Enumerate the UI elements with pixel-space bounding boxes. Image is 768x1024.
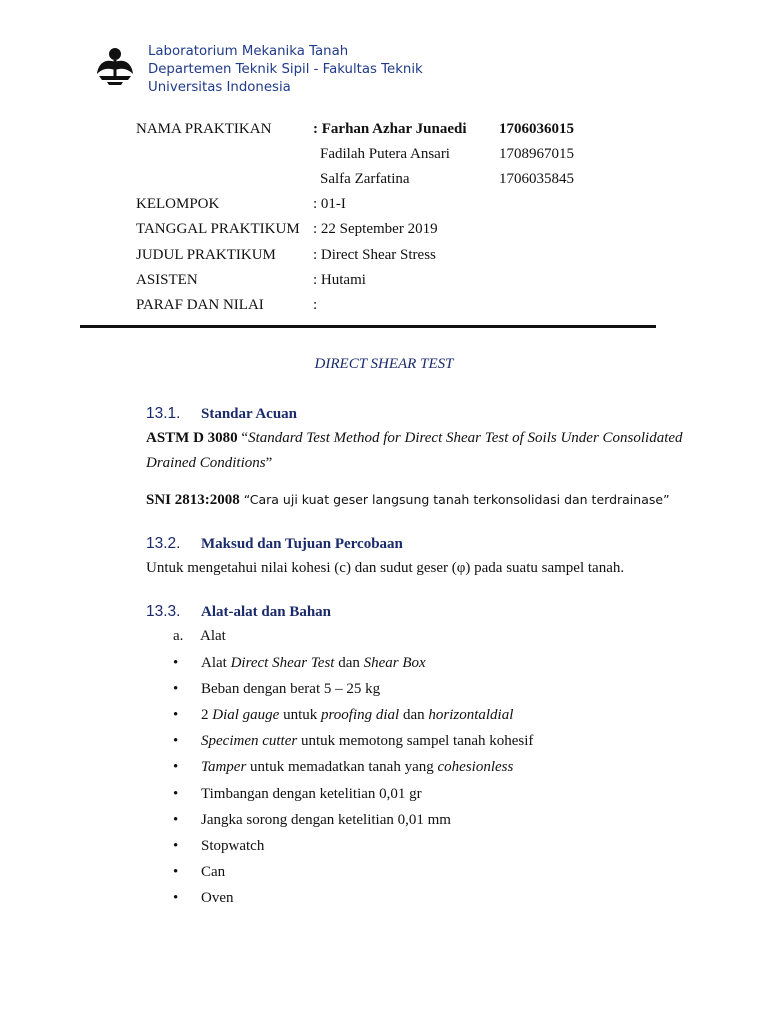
institution-header	[148, 43, 423, 97]
bullet-icon: •	[173, 707, 179, 723]
id-2: 1708967015	[499, 146, 574, 162]
name-3: Salfa Zarfatina	[320, 171, 410, 187]
section-13-3-heading	[146, 603, 331, 621]
section-title: Standar Acuan	[201, 406, 298, 422]
judul-label: JUDUL PRAKTIKUM	[136, 247, 276, 263]
subhead-alat	[173, 628, 226, 645]
bullet-icon: •	[173, 890, 179, 906]
asisten-label: ASISTEN	[136, 272, 198, 288]
list-item: • Tamper untuk memadatkan tanah yang cohesionless	[173, 759, 514, 775]
university-logo-icon	[95, 44, 135, 86]
bullet-icon: •	[173, 838, 179, 854]
paraf-value: :	[313, 297, 318, 313]
department-name: Departemen Teknik Sipil - Fakultas Teknik	[148, 62, 423, 77]
section-number: 13.2.	[146, 535, 181, 552]
tanggal-label: TANGGAL PRAKTIKUM	[136, 221, 300, 237]
sni-standard	[146, 487, 716, 513]
list-item: • Oven	[173, 890, 234, 906]
nama-label: NAMA PRAKTIKAN	[136, 121, 272, 137]
divider-line	[80, 325, 656, 328]
list-item: • Stopwatch	[173, 838, 265, 854]
list-item: • Beban dengan berat 5 – 25 kg	[173, 681, 381, 697]
kelompok-label: KELOMPOK	[136, 196, 220, 212]
sni-title: “Cara uji kuat geser langsung tanah terkonsolidasi dan terdrainase”	[239, 492, 670, 507]
judul-value: : Direct Shear Stress	[313, 247, 436, 263]
paraf-label: PARAF DAN NILAI	[136, 297, 264, 313]
id-3: 1706035845	[499, 171, 574, 187]
bullet-icon: •	[173, 812, 179, 828]
name-1: : Farhan Azhar Junaedi	[313, 121, 467, 137]
bullet-icon: •	[173, 864, 179, 880]
list-item: • Timbangan dengan ketelitian 0,01 gr	[173, 786, 422, 802]
list-item: • Specimen cutter untuk memotong sampel tanah kohesif	[173, 733, 534, 749]
subhead-label: Alat	[200, 628, 226, 644]
document-title: DIRECT SHEAR TEST	[314, 356, 454, 372]
id-1: 1706036015	[499, 121, 574, 137]
list-item: • Can	[173, 864, 226, 880]
name-2: Fadilah Putera Ansari	[320, 146, 450, 162]
astm-code: ASTM D 3080	[146, 430, 238, 446]
asisten-value: : Hutami	[313, 272, 366, 288]
astm-title: Standard Test Method for Direct Shear Test of Soils Under Consolidated Drained Conditions	[146, 430, 683, 471]
bullet-icon: •	[173, 786, 179, 802]
tanggal-value: : 22 September 2019	[313, 221, 438, 237]
lab-name: Laboratorium Mekanika Tanah	[148, 44, 349, 59]
bullet-icon: •	[173, 655, 179, 671]
section-number: 13.1.	[146, 405, 181, 422]
section-13-1-heading	[146, 405, 297, 423]
bullet-icon: •	[173, 759, 179, 775]
sni-code: SNI 2813:2008	[146, 492, 240, 508]
bullet-icon: •	[173, 733, 179, 749]
list-item: • Jangka sorong dengan ketelitian 0,01 mm	[173, 812, 451, 828]
section-title: Alat-alat dan Bahan	[201, 604, 332, 620]
section-number: 13.3.	[146, 603, 181, 620]
list-marker: a.	[173, 628, 184, 644]
section-13-2-heading	[146, 535, 403, 553]
bullet-icon: •	[173, 681, 179, 697]
list-item: • Alat Direct Shear Test dan Shear Box	[173, 655, 426, 671]
university-name: Universitas Indonesia	[148, 80, 291, 95]
kelompok-value: : 01-I	[313, 196, 346, 212]
list-item: • 2 Dial gauge untuk proofing dial dan horizontaldial	[173, 707, 514, 723]
section-title: Maksud dan Tujuan Percobaan	[201, 536, 403, 552]
purpose-text: Untuk mengetahui nilai kohesi (c) dan sudut geser (φ) pada suatu sampel tanah.	[146, 560, 625, 576]
astm-standard: ASTM D 3080 “Standard Test Method for Direct Shear Test of Soils Under Consolidated Drained Conditions”	[146, 430, 683, 471]
